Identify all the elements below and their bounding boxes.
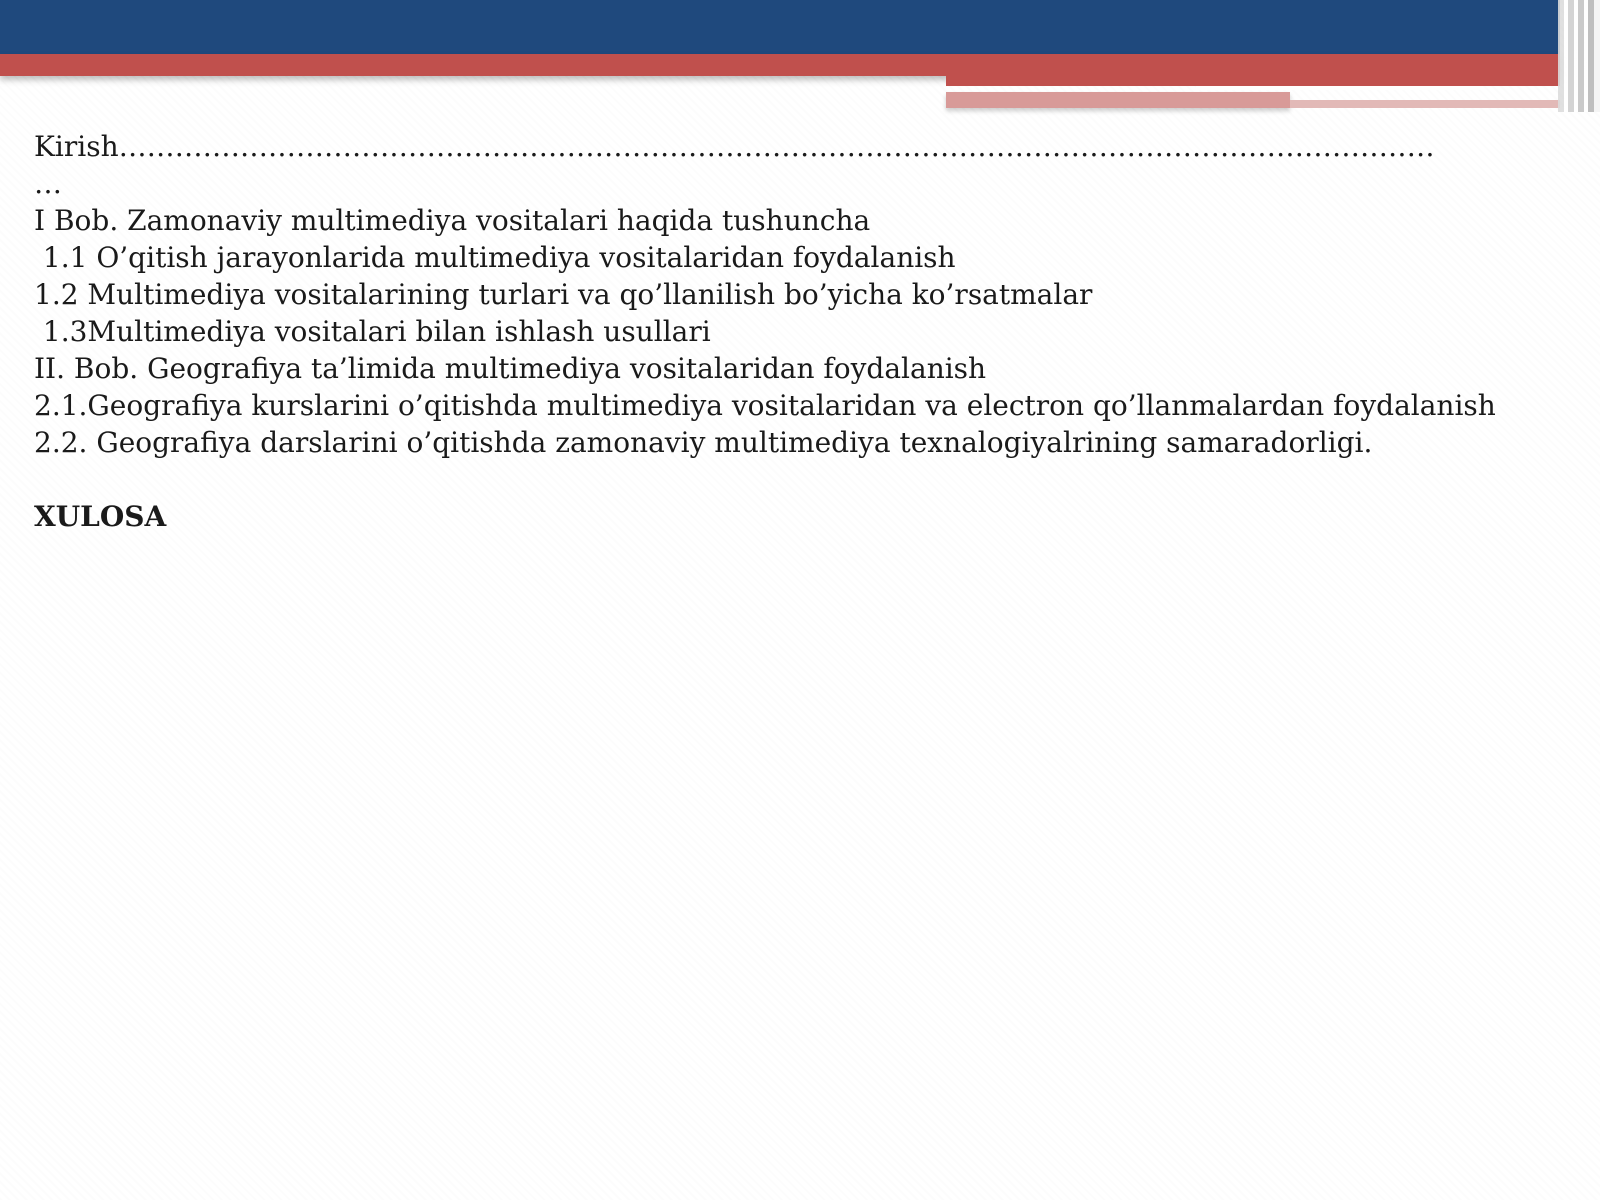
toc-section-2-2: 2.2. Geografiya darslarini o’qitishda zamonaviy multimediya texnalogiyalrining samaradorligi. [34, 426, 1373, 459]
header-red-step [946, 76, 1560, 86]
toc-intro-line: Kirish…………………………………………………………………………………………………………………………… [34, 130, 1435, 163]
table-of-contents [34, 128, 1534, 535]
toc-conclusion: XULOSA [34, 500, 167, 533]
header-red-band [0, 54, 1560, 76]
header-blue-band [0, 0, 1560, 54]
toc-section-1-2: 1.2 Multimediya vositalarining turlari va qo’llanilish bo’yicha ko’rsatmalar [34, 278, 1093, 311]
toc-section-1-3: 1.3Multimediya vositalari bilan ishlash usullari [34, 315, 711, 348]
toc-spacer [34, 461, 1534, 498]
header-edge-strips [1558, 0, 1600, 112]
toc-section-1-1: 1.1 O’qitish jarayonlarida multimediya vositalaridan foydalanish [34, 241, 956, 274]
toc-chapter-1-title: I Bob. Zamonaviy multimediya vositalari haqida tushuncha [34, 204, 871, 237]
toc-chapter-2-title: II. Bob. Geografiya ta’limida multimediya vositalaridan foydalanish [34, 352, 987, 385]
header-white-line [1196, 86, 1480, 90]
toc-section-2-1: 2.1.Geografiya kurslarini o’qitishda multimediya vositalaridan va electron qo’llanmalardan foydalanish [34, 389, 1496, 422]
header-light-band [1290, 100, 1560, 108]
header-pink-band [946, 92, 1290, 108]
toc-intro-continuation: … [34, 167, 62, 200]
